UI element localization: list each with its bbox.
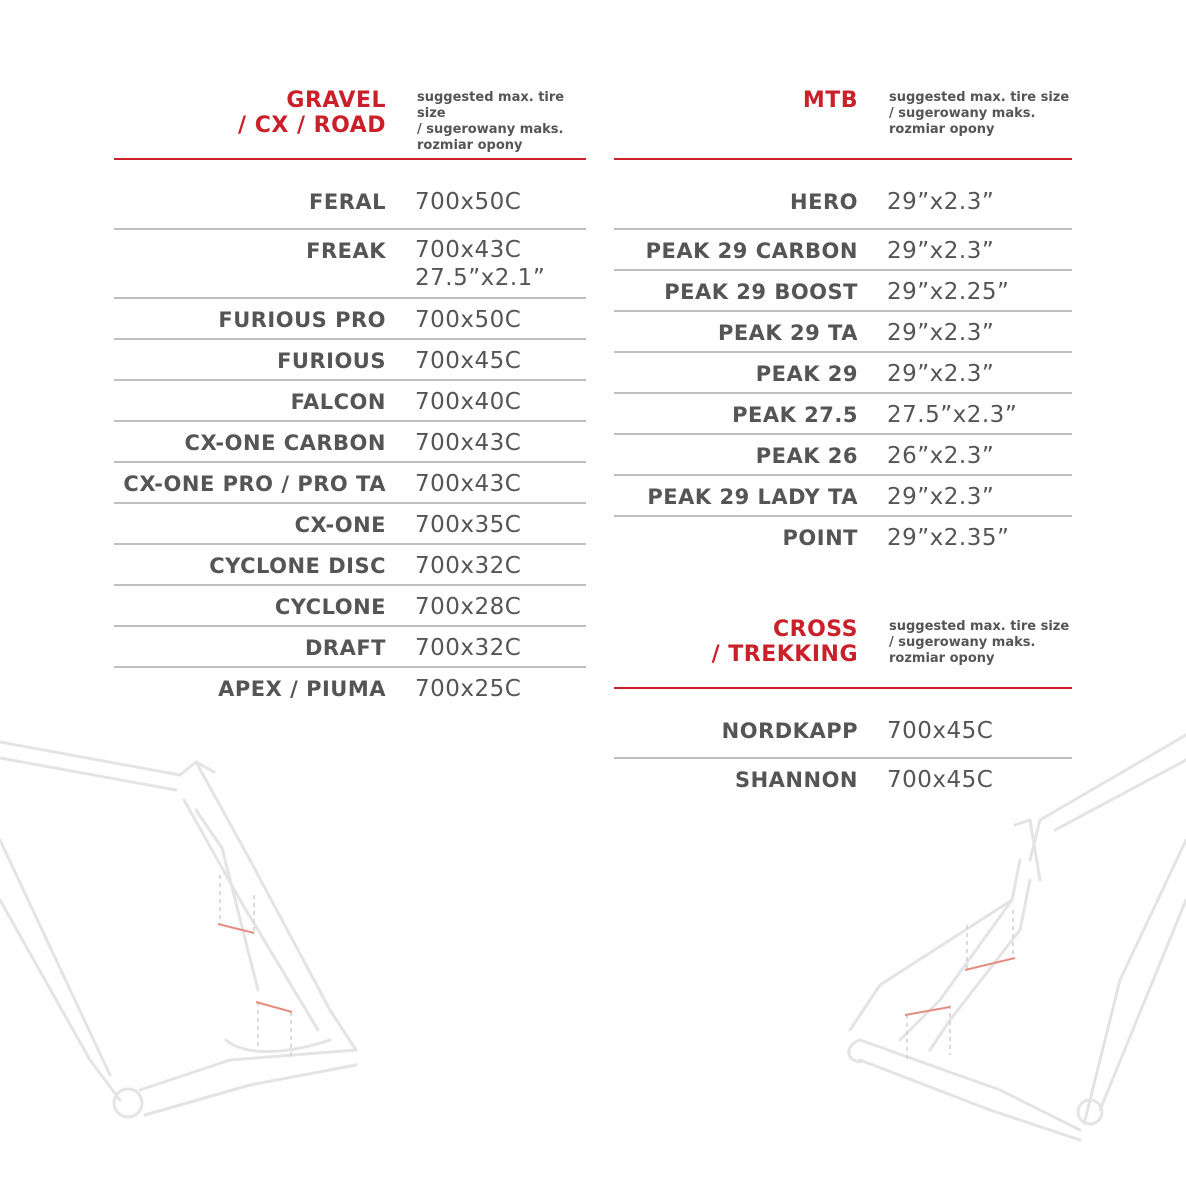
model-name: CYCLONE DISC — [209, 554, 386, 578]
table-row — [614, 269, 1072, 310]
model-name: HERO — [790, 190, 858, 214]
left-frame-bottom-bracket — [114, 1089, 142, 1117]
tire-size: 29”x2.35” — [887, 525, 1010, 551]
gravel-header — [114, 88, 586, 160]
table-row — [114, 543, 586, 584]
model-name: APEX / PIUMA — [218, 677, 386, 701]
tire-size: 29”x2.3” — [887, 361, 995, 387]
gravel-tire-size-note: suggested max. tire size / sugerowany maks. rozmiar opony — [417, 90, 565, 153]
model-name: FALCON — [290, 390, 386, 414]
model-name: PEAK 29 — [755, 362, 858, 386]
left-clearance-marker-2 — [256, 1002, 292, 1012]
table-row — [114, 461, 586, 502]
cross-tire-size-note: suggested max. tire size / sugerowany maks. rozmiar opony — [889, 619, 1070, 666]
table-row — [614, 433, 1072, 474]
left-frame-top-tube-lower — [0, 758, 176, 790]
mtb-header — [614, 88, 1072, 160]
tire-size: 29”x2.25” — [887, 279, 1010, 305]
left-frame-chainstay-lower — [145, 1065, 356, 1115]
cross-title: CROSS / TREKKING — [711, 617, 858, 667]
table-row — [114, 584, 586, 625]
model-name: CYCLONE — [274, 595, 386, 619]
table-row — [614, 187, 1072, 228]
model-name: NORDKAPP — [721, 719, 858, 743]
cross-table — [614, 716, 1072, 798]
table-row — [614, 757, 1072, 798]
gravel-title: GRAVEL / CX / ROAD — [238, 88, 386, 138]
model-name: SHANNON — [734, 768, 858, 792]
left-frame-down-tube-inner — [0, 840, 110, 1075]
table-row — [614, 716, 1072, 757]
table-row — [114, 228, 586, 297]
mtb-title: MTB — [802, 88, 858, 113]
table-row — [614, 515, 1072, 556]
tire-size: 27.5”x2.3” — [887, 402, 1018, 428]
left-frame-bb-curve — [226, 1040, 330, 1052]
table-row — [114, 379, 586, 420]
table-row — [114, 338, 586, 379]
tire-size: 700x32C — [415, 635, 522, 661]
table-row — [614, 351, 1072, 392]
tire-size: 26”x2.3” — [887, 443, 995, 469]
tire-size: 700x50C — [415, 189, 522, 215]
table-row — [114, 625, 586, 666]
table-row — [614, 228, 1072, 269]
table-row — [614, 392, 1072, 433]
right-frame-top-tube-lower — [1055, 760, 1186, 830]
tire-size: 29”x2.3” — [887, 189, 995, 215]
table-row — [114, 502, 586, 543]
model-name: CX-ONE PRO / PRO TA — [123, 472, 386, 496]
right-frame-chainstay — [860, 1040, 1080, 1130]
left-frame-top-tube — [0, 742, 214, 775]
model-name: PEAK 29 LADY TA — [647, 485, 858, 509]
mtb-table — [614, 187, 1072, 556]
table-row — [114, 420, 586, 461]
model-name: POINT — [782, 526, 858, 550]
model-name: DRAFT — [304, 636, 386, 660]
gravel-table — [114, 187, 586, 707]
model-name: CX-ONE — [294, 513, 386, 537]
left-frame-down-tube — [0, 900, 120, 1100]
mtb-tire-size-note: suggested max. tire size / sugerowany maks. rozmiar opony — [889, 90, 1070, 137]
model-name: CX-ONE CARBON — [184, 431, 386, 455]
model-name: FERAL — [309, 190, 386, 214]
model-name: PEAK 27.5 — [732, 403, 858, 427]
tire-size: 700x43C — [415, 430, 522, 456]
right-frame-seat-tube-inner — [930, 880, 1030, 1050]
model-name: PEAK 26 — [755, 444, 858, 468]
cross-header — [614, 617, 1072, 689]
table-row — [114, 297, 586, 338]
left-frame-seat-tube-inner — [184, 800, 318, 1030]
table-row — [114, 187, 586, 228]
right-frame-chainstay-lower — [860, 1060, 1080, 1140]
tire-size: 29”x2.3” — [887, 484, 995, 510]
left-clearance-marker-1 — [218, 924, 254, 933]
model-name: PEAK 29 TA — [717, 321, 858, 345]
tire-size: 700x43C 27.5”x2.1” — [415, 237, 546, 291]
right-frame-dropout — [849, 1040, 860, 1062]
tire-size: 29”x2.3” — [887, 238, 995, 264]
tire-size: 700x28C — [415, 594, 522, 620]
tire-size: 700x32C — [415, 553, 522, 579]
model-name: PEAK 29 BOOST — [664, 280, 858, 304]
tire-size: 700x45C — [887, 767, 994, 793]
table-row — [614, 310, 1072, 351]
tire-size: 700x35C — [415, 512, 522, 538]
table-row — [614, 474, 1072, 515]
model-name: FURIOUS — [277, 349, 386, 373]
tire-size: 29”x2.3” — [887, 320, 995, 346]
model-name: PEAK 29 CARBON — [645, 239, 858, 263]
right-frame-down-tube — [1085, 840, 1186, 1120]
tire-size: 700x40C — [415, 389, 522, 415]
tire-size: 700x45C — [415, 348, 522, 374]
model-name: FURIOUS PRO — [218, 308, 386, 332]
tire-size: 700x25C — [415, 676, 522, 702]
tire-size: 700x43C — [415, 471, 522, 497]
table-row — [114, 666, 586, 707]
tire-size: 700x45C — [887, 718, 994, 744]
model-name: FREAK — [306, 239, 386, 263]
tire-size: 700x50C — [415, 307, 522, 333]
